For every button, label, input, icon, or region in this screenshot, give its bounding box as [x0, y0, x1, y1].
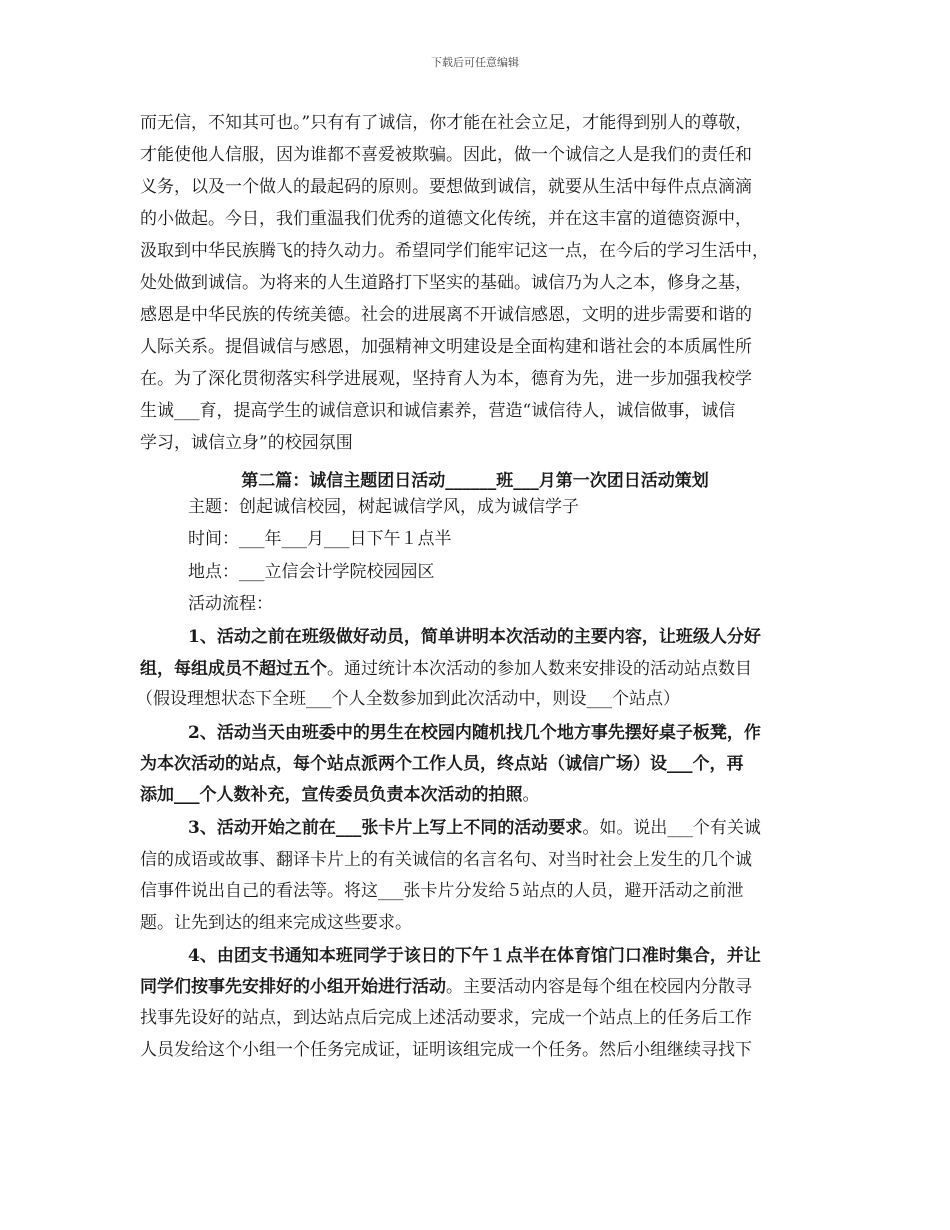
item3-bold: 3、活动开始之前在___张卡片上写上不同的活动要求	[188, 818, 583, 838]
item2-bold: 添加___个人数补充，宣传委员负责本次活动的拍照	[140, 785, 523, 805]
item3-line: 题。让先到达的组来完成这些要求。	[140, 913, 412, 933]
paragraph-line: 而无信，不知其可也。”只有有了诚信，你才能在社会立足，才能得到别人的尊敬，	[140, 113, 753, 133]
place-line: 地点：___立信会计学院校园园区	[188, 562, 435, 582]
page-header: 下载后可任意编辑	[431, 56, 519, 69]
paragraph-line: 义务，以及一个做人的最起码的原则。要想做到诚信，就要从生活中每件点点滴滴	[140, 177, 752, 197]
item1-line	[140, 659, 752, 679]
item2-line: 为本次活动的站点，每个站点派两个工作人员，终点站（诚信广场）设___个，再	[140, 754, 744, 774]
item4-line: 4、由团支书通知本班同学于该日的下午１点半在体育馆门口准时集合，并让	[188, 946, 761, 966]
paragraph-line: 在。为了深化贯彻落实科学进展观，坚持育人为本，德育为先，进一步加强我校学	[140, 369, 752, 389]
theme-line: 主题：创起诚信校园，树起诚信学风，成为诚信学子	[188, 497, 579, 517]
item3-line	[188, 818, 761, 838]
paragraph-line: 人际关系。提倡诚信与感恩，加强精神文明建设是全面构建和谐社会的本质属性所	[140, 337, 752, 357]
item4-line: 找事先设好的站点，到达站点后完成上述活动要求，完成一个站点上的任务后工作	[140, 1008, 752, 1028]
section-title: 第二篇：诚信主题团日活动______班___月第一次团日活动策划	[241, 471, 709, 491]
item3-line: 信事件说出自己的看法等。将这___张卡片分发给５站点的人员，避开活动之前泄	[140, 881, 744, 901]
item4-rest: 。主要活动内容是每个组在校园内分散寻	[446, 977, 752, 997]
item2-line	[140, 785, 540, 805]
item4-line: 人员发给这个小组一个任务完成证，证明该组完成一个任务。然后小组继续寻找下	[140, 1040, 752, 1060]
item4-line	[140, 977, 752, 997]
item2-line: 2、活动当天由班委中的男生在校园内随机找几个地方事先摆好桌子板凳，作	[188, 723, 761, 743]
paragraph-line: 汲取到中华民族腾飞的持久动力。希望同学们能牢记这一点，在今后的学习生活中，	[140, 241, 769, 261]
item1-line: （假设理想状态下全班___个人全数参加到此次活动中，则设___个站点）	[136, 689, 680, 709]
paragraph-line: 学习，诚信立身”的校园氛围	[140, 433, 353, 453]
flow-heading: 活动流程：	[188, 594, 273, 614]
item3-line: 信的成语或故事、翻译卡片上的有关诚信的名言名句、对当时社会上发生的几个诚	[140, 850, 752, 870]
paragraph-line: 的小做起。今日，我们重温我们优秀的道德文化传统，并在这丰富的道德资源中，	[140, 209, 752, 229]
paragraph-line: 处处做到诚信。为将来的人生道路打下坚实的基础。诚信乃为人之本，修身之基，	[140, 273, 752, 293]
item1-bold: 组，每组成员不超过五个	[140, 659, 327, 679]
item4-bold: 同学们按事先安排好的小组开始进行活动	[140, 977, 446, 997]
item2-tail: 。	[522, 785, 540, 805]
paragraph-line: 感恩是中华民族的传统美德。社会的进展离不开诚信感恩，文明的进步需要和谐的	[140, 305, 752, 325]
paragraph-line: 才能使他人信服，因为谁都不喜爱被欺骗。因此，做一个诚信之人是我们的责任和	[140, 145, 752, 165]
time-line: 时间：___年___月___日下午１点半	[188, 529, 452, 549]
item3-rest: 。如。说出___个有关诚	[582, 818, 761, 838]
paragraph-line: 生诚___育，提高学生的诚信意识和诚信素养，营造“诚信待人，诚信做事，诚信	[140, 401, 736, 421]
item1-rest: 。通过统计本次活动的参加人数来安排设的活动站点数目	[327, 659, 752, 679]
item1-line: 1、活动之前在班级做好动员，简单讲明本次活动的主要内容，让班级人分好	[188, 627, 761, 647]
